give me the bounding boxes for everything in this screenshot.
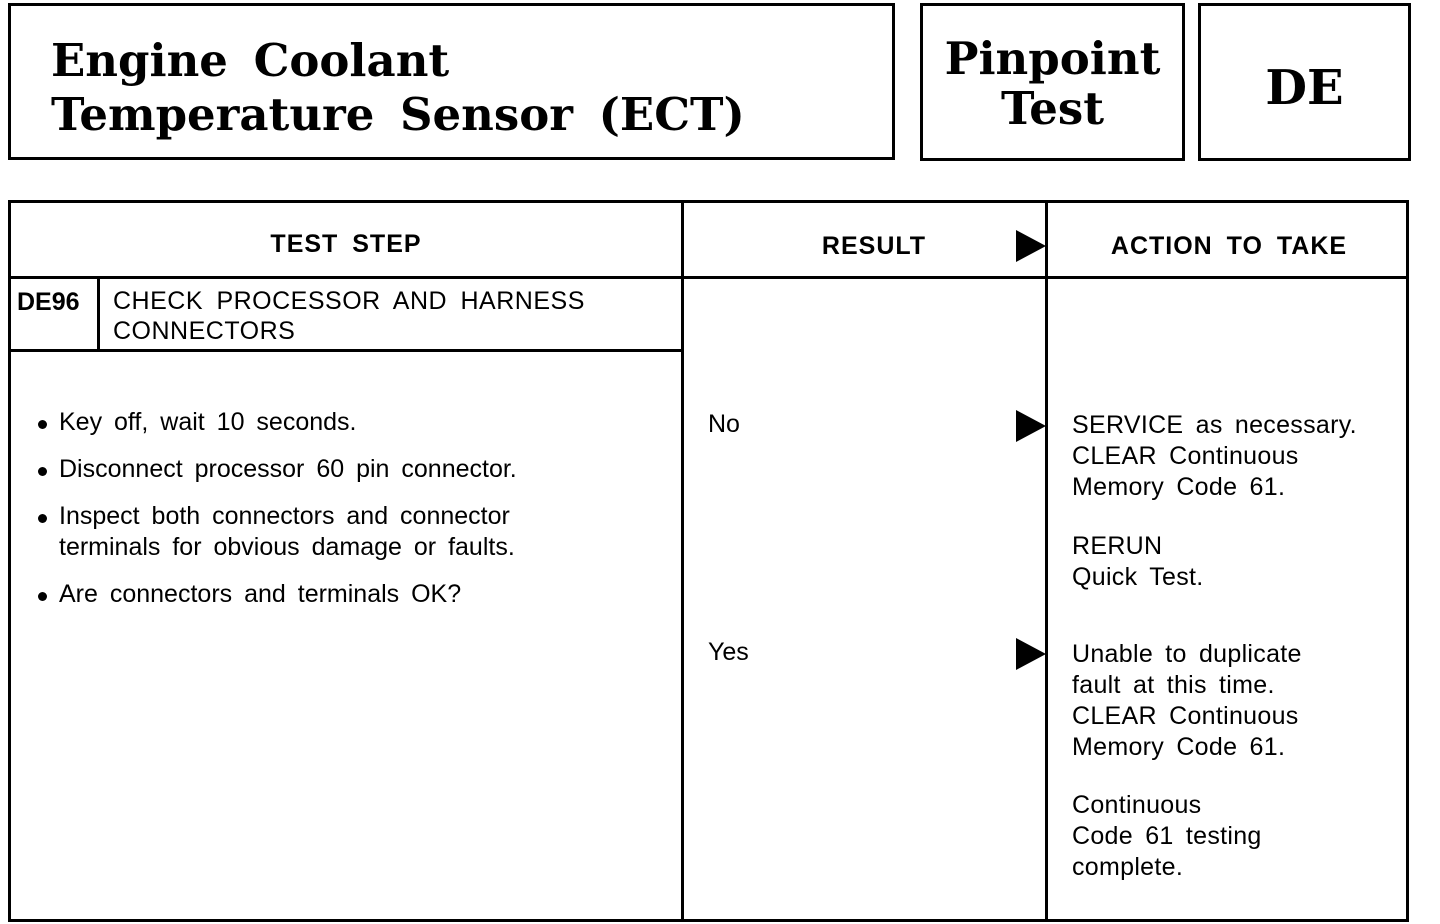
test-code-box bbox=[1198, 3, 1411, 161]
action-no-1: SERVICE as necessary. CLEAR Continuous Memory Code 61. bbox=[1072, 411, 1357, 501]
bullet-icon bbox=[38, 467, 47, 476]
result-no-arrow-icon bbox=[1016, 410, 1046, 442]
instruction-text: Are connectors and terminals OK? bbox=[59, 580, 462, 608]
title-box bbox=[8, 3, 895, 160]
pinpoint-line-1: Pinpoint bbox=[944, 32, 1161, 85]
bullet-icon bbox=[38, 592, 47, 601]
column-header-result: RESULT bbox=[821, 232, 927, 260]
instruction-item bbox=[33, 454, 653, 485]
test-table bbox=[8, 200, 1409, 922]
column-divider-1 bbox=[681, 203, 684, 919]
step-id-divider bbox=[97, 279, 100, 349]
step-title bbox=[113, 286, 585, 346]
instruction-text: Inspect both connectors and connector terminals for obvious damage or faults. bbox=[59, 502, 515, 561]
header-row-divider bbox=[11, 276, 1406, 279]
pinpoint-line-2: Test bbox=[1000, 82, 1105, 135]
instruction-text: Key off, wait 10 seconds. bbox=[59, 408, 357, 436]
step-title-line-1: CHECK PROCESSOR AND HARNESS bbox=[113, 287, 585, 315]
column-header-test-step: TEST STEP bbox=[270, 230, 422, 258]
instruction-text: Disconnect processor 60 pin connector. bbox=[59, 455, 517, 483]
action-no-2: RERUN Quick Test. bbox=[1072, 532, 1204, 591]
column-header-action: ACTION TO TAKE bbox=[1110, 232, 1348, 260]
page-title bbox=[51, 34, 745, 142]
instruction-item bbox=[33, 407, 653, 438]
step-instructions bbox=[33, 407, 653, 626]
result-no: No bbox=[708, 410, 740, 438]
action-yes-1: Unable to duplicate fault at this time. CLEAR Continuous Memory Code 61. bbox=[1072, 640, 1302, 761]
pinpoint-test-box bbox=[920, 3, 1185, 161]
column-divider-2 bbox=[1045, 203, 1048, 919]
instruction-item bbox=[33, 501, 619, 563]
step-title-divider bbox=[11, 349, 681, 352]
step-title-line-2: CONNECTORS bbox=[113, 317, 296, 345]
page-title-line-2: Temperature Sensor (ECT) bbox=[51, 88, 745, 141]
step-id: DE96 bbox=[17, 288, 80, 316]
action-yes-2: Continuous Code 61 testing complete. bbox=[1072, 791, 1262, 881]
result-yes-arrow-icon bbox=[1016, 638, 1046, 670]
instruction-item bbox=[33, 579, 653, 610]
pinpoint-test-label bbox=[923, 34, 1182, 134]
test-code: DE bbox=[1265, 60, 1344, 116]
bullet-icon bbox=[38, 420, 47, 429]
result-arrow-icon bbox=[1016, 230, 1046, 262]
bullet-icon bbox=[38, 514, 47, 523]
page-title-line-1: Engine Coolant bbox=[51, 34, 450, 87]
result-yes: Yes bbox=[708, 638, 749, 666]
